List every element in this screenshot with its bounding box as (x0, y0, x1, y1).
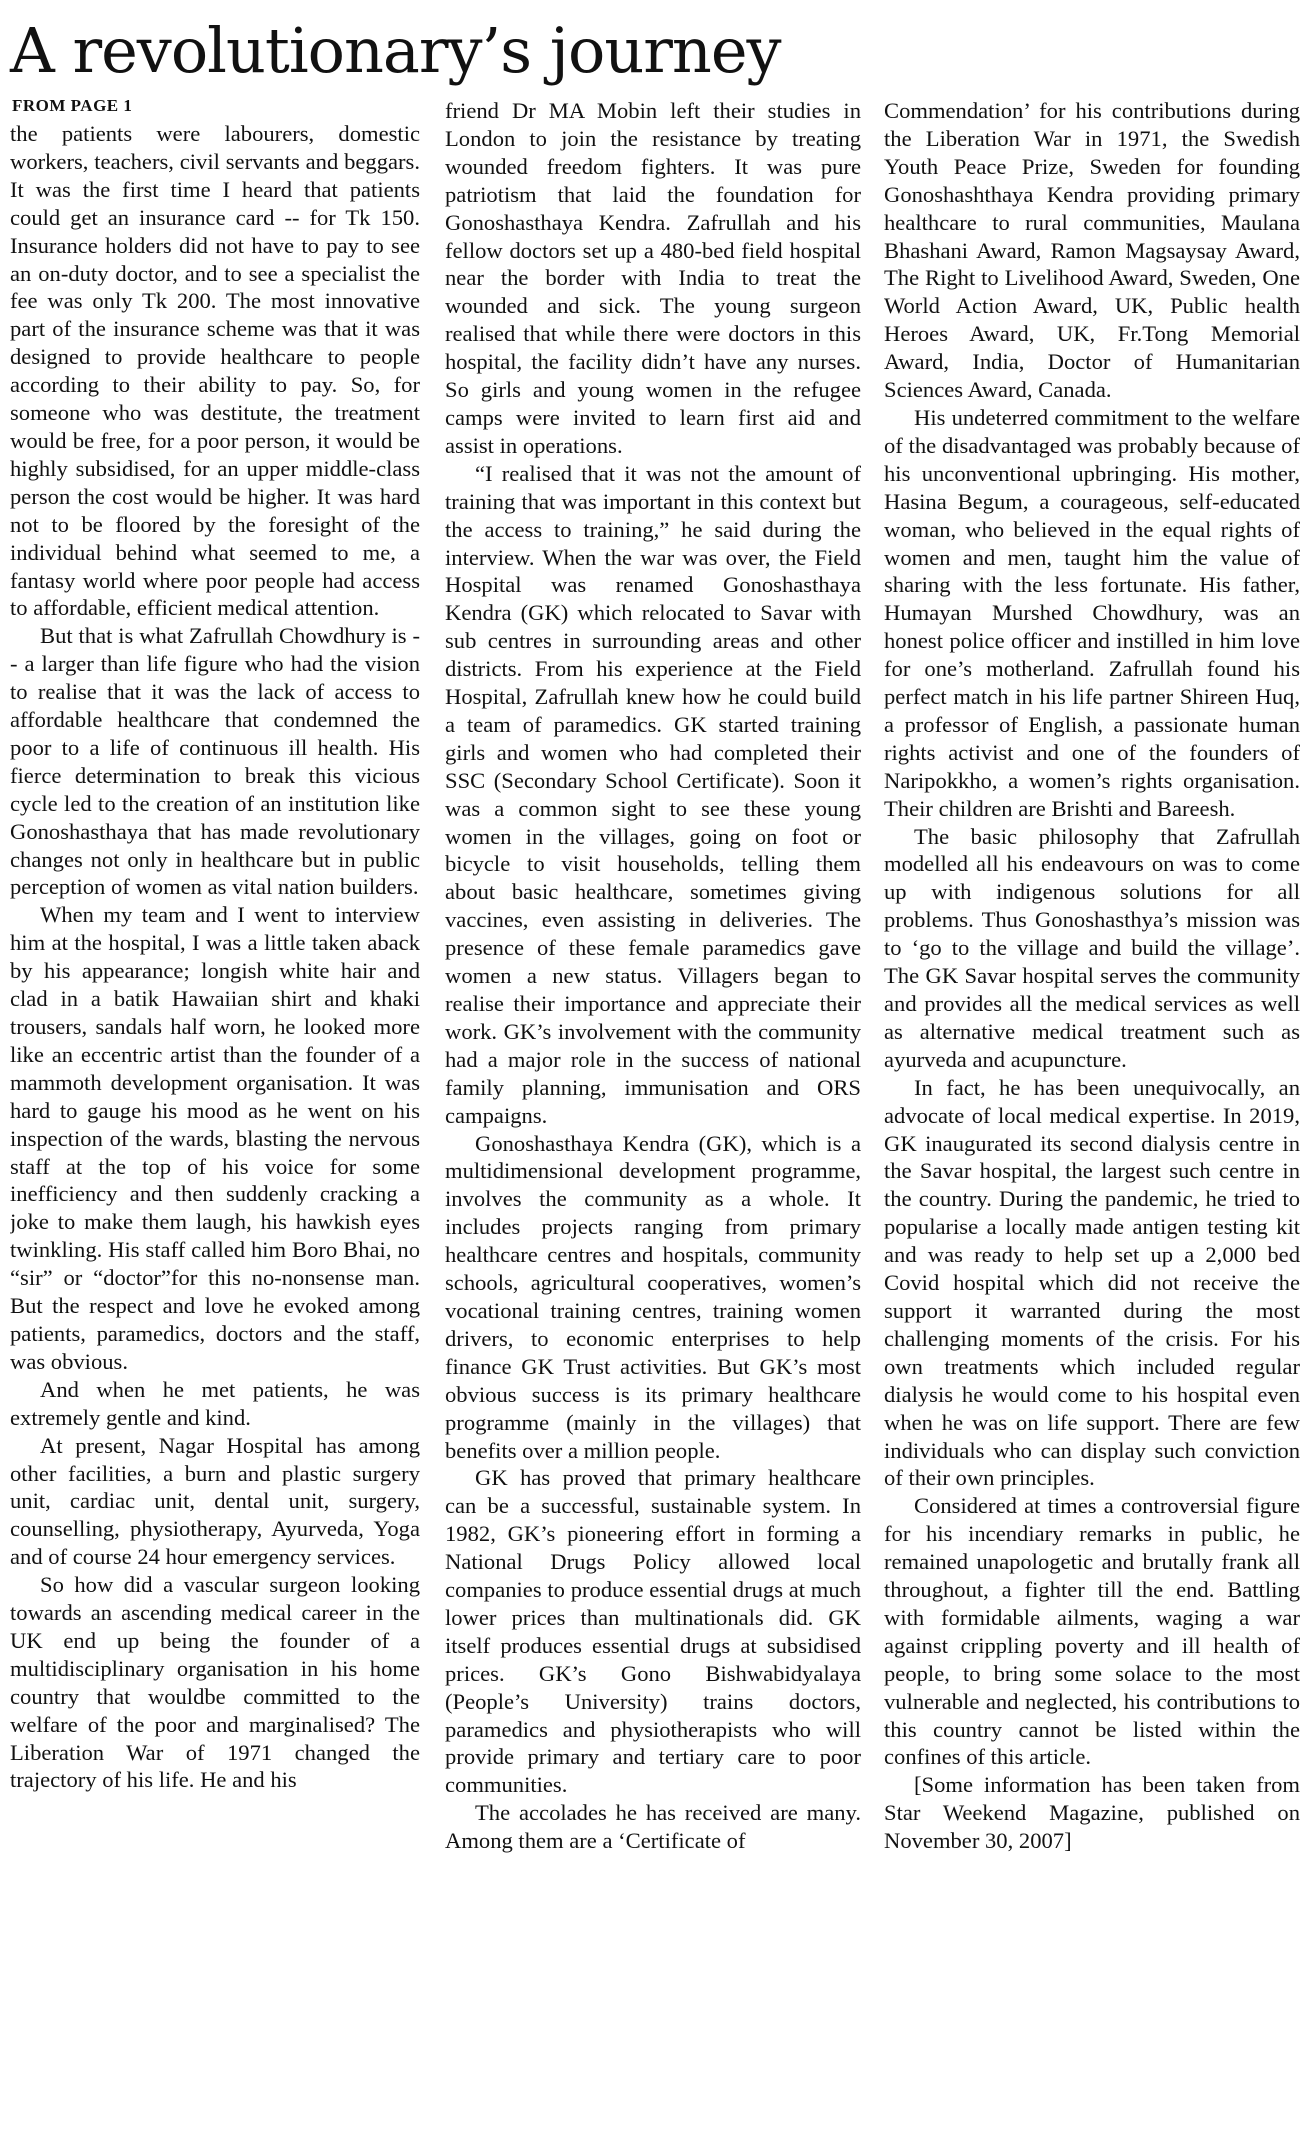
paragraph: So how did a vascular surgeon looking towards an ascending medical career in the UK end up being the founder of a multidisciplinary organisation in his home country that wouldbe committed to the welfare of the poor and marginalised? The Liberation War of 1971 changed the trajectory of his life. He and his (10, 1572, 420, 1793)
paragraph: The accolades he has received are many. Among them are a ‘Certificate of (445, 1800, 861, 1854)
article-column-1 (10, 120, 420, 2130)
article-column-3 (884, 97, 1300, 2132)
paragraph: The basic philosophy that Zafrullah modelled all his endeavours on was to come up with indigenous solutions for all problems. Thus Gonoshasthya’s mission was to ‘go to the village and build the village’. The GK Savar hospital serves the community and provides all the medical services as well as alternative medical treatment such as ayurveda and acupuncture. (884, 823, 1300, 1072)
paragraph: And when he met patients, he was extremely gentle and kind. (10, 1376, 420, 1430)
paragraph: When my team and I went to interview him at the hospital, I was a little taken aback by his appearance; longish white hair and clad in a batik Hawaiian shirt and khaki trousers, sandals half worn, he looked more like an eccentric artist than the founder of a mammoth development organisation. It was hard to gauge his mood as he went on his inspection of the wards, blasting the nervous staff at the top of his voice for some inefficiency and then suddenly cracking a joke to make them laugh, his hawkish eyes twinkling. His staff called him Boro Bhai, no “sir” or “doctor”for this no-nonsense man. But the respect and love he evoked among patients, paramedics, doctors and the staff, was obvious. (10, 902, 420, 1374)
paragraph: [Some information has been taken from Star Weekend Magazine, published on November 30, 2007] (884, 1772, 1300, 1854)
paragraph: In fact, he has been unequivocally, an advocate of local medical expertise. In 2019, GK inaugurated its second dialysis centre in the Savar hospital, the largest such centre in the country. During the pandemic, he tried to popularise a locally made antigen testing kit and was ready to help set up a 2,000 bed Covid hospital which did not receive the support it warranted during the most challenging moments of the crisis. For his own treatments which included regular dialysis he would come to his hospital even when he was on life support. There are few individuals who can display such conviction of their own principles. (884, 1074, 1300, 1491)
paragraph: At present, Nagar Hospital has among other facilities, a burn and plastic surgery unit, cardiac unit, dental unit, surgery, counselling, physiotherapy, Ayurveda, Yoga and of course 24 hour emergency services. (10, 1432, 420, 1570)
paragraph: Commendation’ for his contributions during the Liberation War in 1971, the Swedish Youth Peace Prize, Sweden for founding Gonoshashthaya Kendra providing primary healthcare to rural communities, Maulana Bhashani Award, Ramon Magsaysay Award, The Right to Livelihood Award, Sweden, One World Action Award, UK, Public health Heroes Award, UK, Fr.Tong Memorial Award, India, Doctor of Humanitarian Sciences Award, Canada. (884, 98, 1300, 403)
paragraph: friend Dr MA Mobin left their studies in London to join the resistance by treating wounded freedom fighters. It was pure patriotism that laid the foundation for Gonoshasthaya Kendra. Zafrullah and his fellow doctors set up a 480-bed field hospital near the border with India to treat the wounded and sick. The young surgeon realised that while there were doctors in this hospital, the facility didn’t have any nurses. So girls and young women in the refugee camps were invited to learn first aid and assist in operations. (445, 98, 861, 458)
paragraph: GK has proved that primary healthcare can be a successful, sustainable system. In 1982, GK’s pioneering effort in forming a National Drugs Policy allowed local companies to produce essential drugs at much lower prices than multinationals did. GK itself produces essential drugs at subsidised prices. GK’s Gono Bishwabidyalaya (People’s University) trains doctors, paramedics and physiotherapists who will provide primary and tertiary care to poor communities. (445, 1465, 861, 1798)
paragraph: But that is what Zafrullah Chowdhury is -- a larger than life figure who had the vision to realise that it was the lack of access to affordable healthcare that condemned the poor to a life of continuous ill health. His fierce determination to break this vicious cycle led to the creation of an institution like Gonoshasthaya that has made revolutionary changes not only in healthcare but in public perception of women as vital nation builders. (10, 623, 420, 900)
article-headline: A revolutionary’s journey (10, 14, 781, 87)
paragraph: His undeterred commitment to the welfare of the disadvantaged was probably because of his unconventional upbringing. His mother, Hasina Begum, a courageous, self-educated woman, who believed in the equal rights of women and men, taught him the value of sharing with the less fortunate. His father, Humayan Murshed Chowdhury, was an honest police officer and instilled in him love for one’s motherland. Zafrullah found his perfect match in his life partner Shireen Huq, a professor of English, a passionate human rights activist and one of the founders of Naripokkho, a women’s rights organisation. Their children are Brishti and Bareesh. (884, 404, 1300, 821)
continuation-kicker: FROM PAGE 1 (12, 96, 133, 115)
paragraph: Gonoshasthaya Kendra (GK), which is a multidimensional development programme, involves the community as a whole. It includes projects ranging from primary healthcare centres and hospitals, community schools, agricultural cooperatives, women’s vocational training centres, training women drivers, to economic enterprises to help finance GK Trust activities. But GK’s most obvious success is its primary healthcare programme (mainly in the villages) that benefits over a million people. (445, 1130, 861, 1463)
paragraph: Considered at times a controversial figure for his incendiary remarks in public, he remained unapologetic and brutally frank all throughout, a fighter till the end. Battling with formidable ailments, waging a war against crippling poverty and ill health of people, to bring some solace to the most vulnerable and neglected, his contributions to this country cannot be listed within the confines of this article. (884, 1493, 1300, 1770)
paragraph: “I realised that it was not the amount of training that was important in this context but the access to training,” he said during the interview. When the war was over, the Field Hospital was renamed Gonoshasthaya Kendra (GK) which relocated to Savar with sub centres in surrounding areas and other districts. From his experience at the Field Hospital, Zafrullah knew how he could build a team of paramedics. GK started training girls and women who had completed their SSC (Secondary School Certificate). Soon it was a common sight to see these young women in the villages, going on foot or bicycle to visit households, telling them about basic healthcare, sometimes giving vaccines, even assisting in deliveries. The presence of these female paramedics gave women a new status. Villagers began to realise their importance and appreciate their work. GK’s involvement with the community had a major role in the success of national family planning, immunisation and ORS campaigns. (445, 460, 861, 1128)
article-column-2 (445, 97, 861, 2132)
paragraph: the patients were labourers, domestic workers, teachers, civil servants and beggars. It was the first time I heard that patients could get an insurance card -- for Tk 150. Insurance holders did not have to pay to see an on-duty doctor, and to see a specialist the fee was only Tk 200. The most innovative part of the insurance scheme was that it was designed to provide healthcare to people according to their ability to pay. So, for someone who was destitute, the treatment would be free, for a poor person, it would be highly subsidised, for an upper middle-class person the cost would be higher. It was hard not to be floored by the foresight of the individual behind what seemed to me, a fantasy world where poor people had access to affordable, efficient medical attention. (10, 121, 420, 621)
